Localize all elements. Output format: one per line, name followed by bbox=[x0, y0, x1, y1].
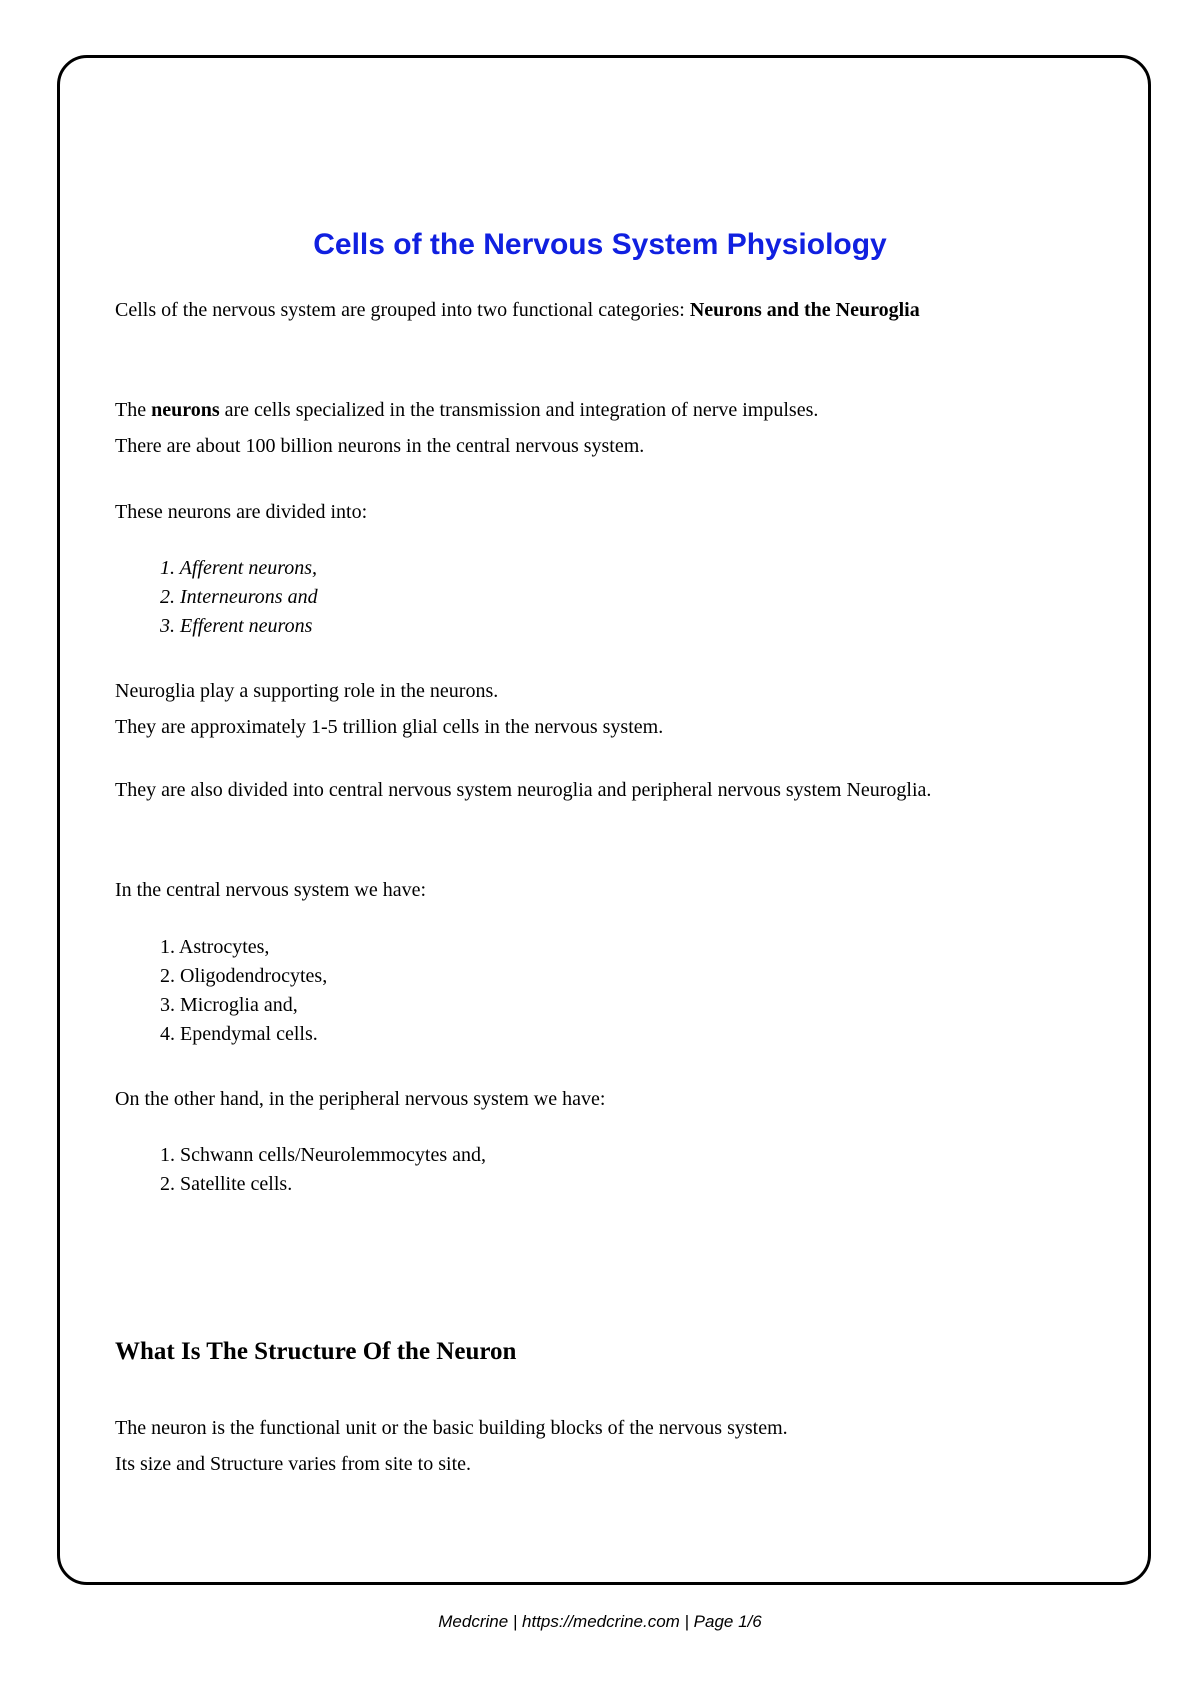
neuroglia-line1: Neuroglia play a supporting role in the neurons. bbox=[115, 680, 499, 702]
intro-bold: Neurons and the Neuroglia bbox=[689, 299, 920, 321]
list-item: 2. Interneurons and bbox=[160, 586, 318, 608]
list-item: 2. Satellite cells. bbox=[160, 1173, 293, 1195]
page-title: Cells of the Nervous System Physiology bbox=[313, 228, 887, 261]
list-item: 2. Oligodendrocytes, bbox=[160, 965, 328, 987]
divided-paragraph: They are also divided into central nervous system neuroglia and peripheral nervous system Neuroglia. bbox=[115, 779, 932, 801]
neurons-line2: There are about 100 billion neurons in the central nervous system. bbox=[115, 435, 645, 457]
pns-intro: On the other hand, in the peripheral nervous system we have: bbox=[115, 1088, 606, 1110]
neurons-post: are cells specialized in the transmission and integration of nerve impulses. bbox=[219, 399, 819, 421]
cns-intro: In the central nervous system we have: bbox=[115, 879, 427, 901]
neurons-bold: neurons bbox=[151, 399, 220, 421]
structure-line1: The neuron is the functional unit or the basic building blocks of the nervous system. bbox=[115, 1417, 788, 1439]
section-heading: What Is The Structure Of the Neuron bbox=[115, 1338, 517, 1365]
neuroglia-paragraph bbox=[115, 673, 1083, 745]
list-item: 3. Microglia and, bbox=[160, 994, 298, 1016]
neuroglia-line2: They are approximately 1-5 trillion glial cells in the nervous system. bbox=[115, 716, 664, 738]
list-item: 1. Afferent neurons, bbox=[160, 557, 318, 579]
list-item: 1. Schwann cells/Neurolemmocytes and, bbox=[160, 1144, 487, 1166]
list-item: 3. Efferent neurons bbox=[160, 615, 313, 637]
intro-paragraph bbox=[115, 292, 1083, 328]
page-footer: Medcrine | https://medcrine.com | Page 1/6 bbox=[438, 1612, 762, 1631]
structure-line2: Its size and Structure varies from site to site. bbox=[115, 1453, 472, 1475]
list-item: 1. Astrocytes, bbox=[160, 936, 270, 958]
list-item: 4. Ependymal cells. bbox=[160, 1023, 318, 1045]
intro-text: Cells of the nervous system are grouped into two functional categories: bbox=[115, 299, 690, 321]
neurons-paragraph bbox=[115, 392, 1083, 464]
structure-paragraph bbox=[115, 1410, 1083, 1482]
neurons-pre: The bbox=[115, 399, 152, 421]
divided-intro: These neurons are divided into: bbox=[115, 501, 368, 523]
